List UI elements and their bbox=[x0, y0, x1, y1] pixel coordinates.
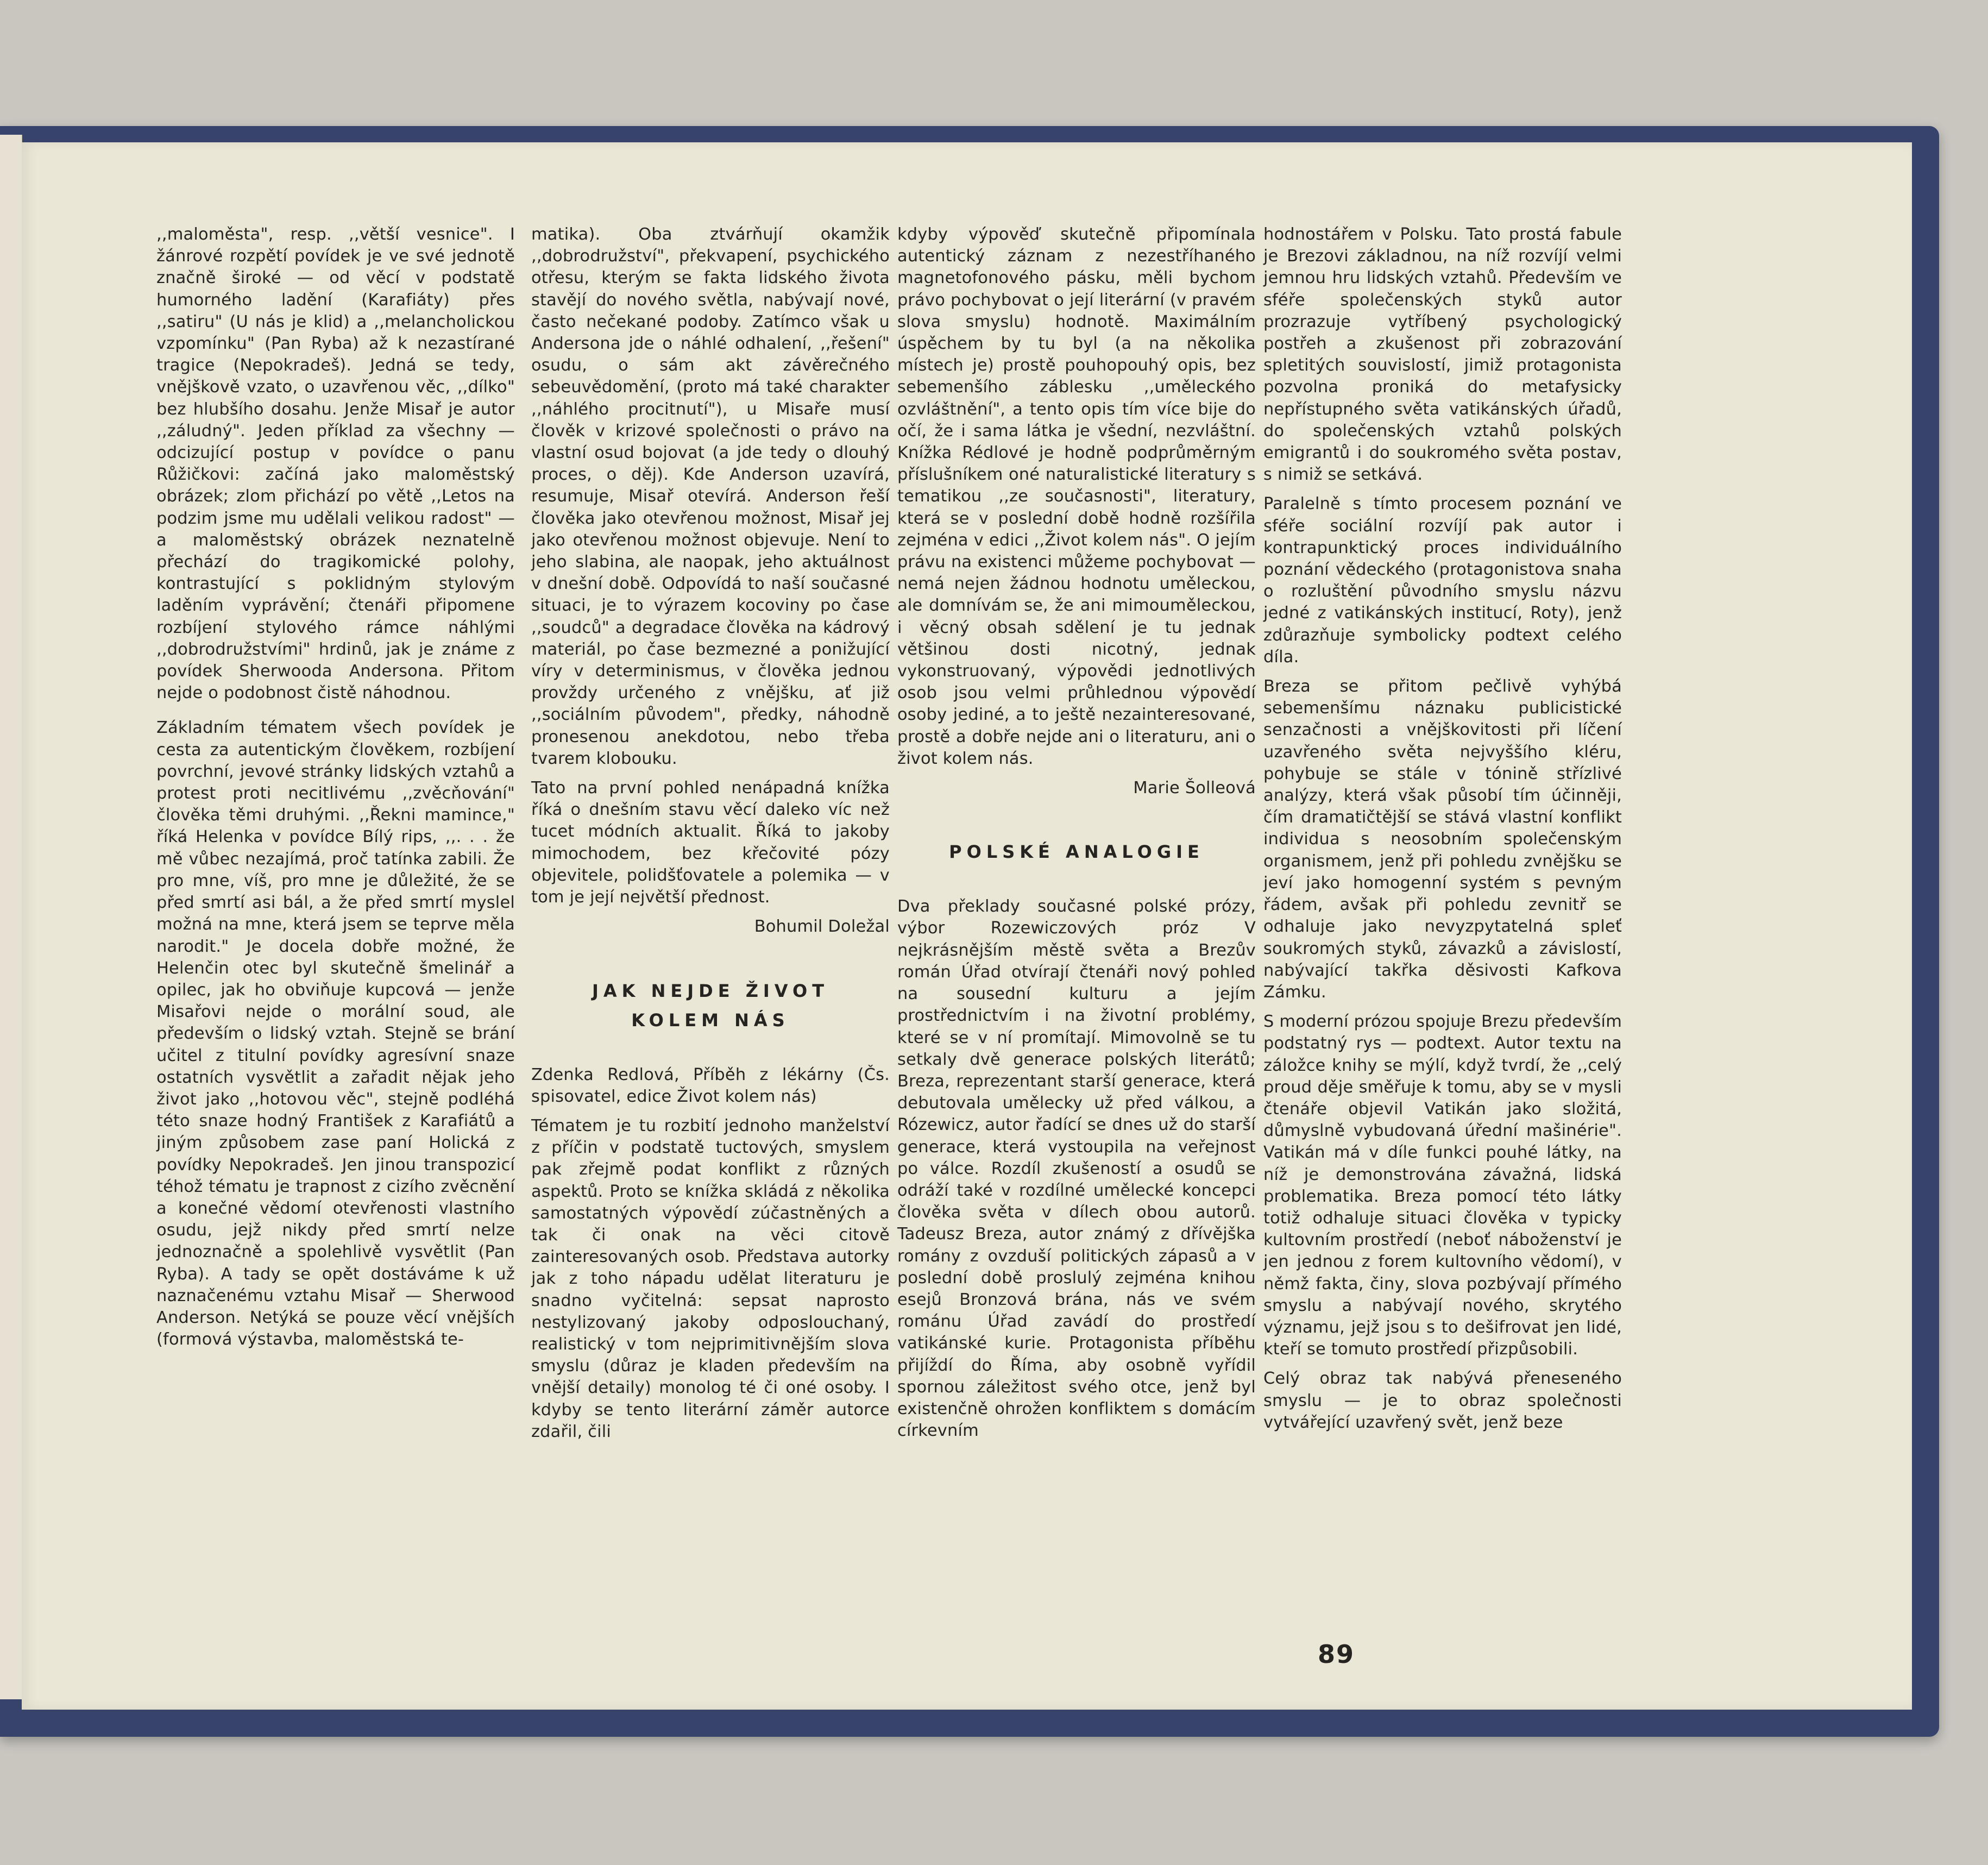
text-column-4 bbox=[1263, 224, 1622, 1441]
text-column-2 bbox=[531, 224, 890, 1450]
paragraph: Celý obraz tak nabývá přeneseného smyslu — je to obraz společnosti vytvářející uzavřený svět, jenž beze bbox=[1263, 1369, 1622, 1432]
paragraph: Paralelně s tímto procesem poznání ve sféře sociální rozvíjí pak autor i kontrapunktický proces individuálního poznání vědeckého (protagonistova snaha o rozluštění původního smyslu názvu jedné z vatikánských institucí, Roty), jenž zdůrazňuje symbolicky podtext celého díla. bbox=[1263, 494, 1622, 667]
paragraph: Tématem je tu rozbití jednoho manželství z příčin v podstatě tuctových, smyslem pak zřejmě podat konflikt z různých aspektů. Proto se knížka skládá z několika samostatných výpovědí zúčastněných a tak či onak na věci citově zainteresovaných osob. Představa autorky jak z toho nápadu udělat literaturu je snadno vyčitelná: sepsat naprosto nestylizovaný jakoby odposlouchaný, realistický v tom nejprimitivnějším slova smyslu (důraz je kladen především na vnější detaily) monolog té či oné osoby. I kdyby se tento literární záměr autorce zdařil, čili bbox=[531, 1116, 890, 1441]
section-heading: POLSKÉ ANALOGIE bbox=[949, 842, 1204, 863]
section-heading: JAK NEJDE ŽIVOT KOLEM NÁS bbox=[592, 980, 829, 1031]
page-number: 89 bbox=[1318, 1640, 1355, 1669]
paragraph: ,,maloměsta", resp. ,,větší vesnice". I žánrové rozpětí povídek je ve své jednotě značně široké — od věcí v podstatě humorného ladění (Karafiáty) přes ,,satiru" (U nás je klid) a ,,melancholickou vzpomínku" (Pan Ryba) až k nezastírané tragice (Nepokradeš). Jedná se tedy, vnějškově vzato, o uzavřenou věc, ,,dílko" bez hlubšího dosahu. Jenže Misař je autor ,,záludný". Jeden příklad za všechny — odcizující postup v povídce o panu Růžičkovi: začíná jako maloměstský obrázek; zlom přichází po větě ,,Letos na podzim jsme mu udělali velikou radost" — a maloměstský obrázek neznatelně přechází do tragikomické polohy, kontrastující s poklidným stylovým laděním vyprávění; čtenáři připomene rozbíjení stylového rámce náhlými ,,dobrodružstvími" hrdinů, jak je známe z povídek Sherwooda Andersona. Přitom nejde o podobnost čistě náhodnou. bbox=[156, 225, 515, 703]
paragraph: Dva překlady současné polské prózy, výbor Rozewiczových próz V nejkrásnějším městě světa a Brezův román Úřad otvírají čtenáři nový pohled na sousední kulturu a jejím prostřednictvím i na životní problémy, které se v ní promítají. Mimovolně se tu setkaly dvě generace polských literátů; Breza, reprezentant starší generace, která debutovala umělecky už před válkou, a Rózewicz, autor řadící se dnes už do starší generace, která vystoupila na veřejnost po válce. Rozdíl zkušeností a osudů se odráží také v rozdílné umělecké koncepci člověka světa v dílech obou autorů. Tadeusz Breza, autor známý z dřívějška romány z ovzduší politických zápasů a v poslední době proslulý zejména knihou esejů Bronzová brána, nás ve svém románu Úřad zavádí do prostředí vatikánské kurie. Protagonista příběhu přijíždí do Říma, aby osobně vyřídil spornou záležitost svého otce, jenž byl existenčně ohrožen konfliktem s domácím církevním bbox=[897, 897, 1256, 1441]
paragraph: matika). Oba ztvárňují okamžik ,,dobrodružství", překvapení, psychického otřesu, kterým se fakta lidského života stavějí do nového světla, nabývají nové, často nečekané podoby. Zatímco však u Andersona jde o náhlé odhalení, ,,řešení" osudu, o sám akt závěrečného sebeuvědomění, (proto má také charakter ,,náhlého procitnutí"), u Misaře musí člověk v krizové společnosti o právo na vlastní osud bojovat (a jde tedy o dlouhý proces, o děj). Kde Anderson uzavírá, resumuje, Misař otevírá. Anderson řeší člověka jako otevřenou možnost, Misař jej jako otevřenou možnost objevuje. Není to jeho slabina, ale naopak, jeho aktuálnost v dnešní době. Odpovídá to naší současné situaci, je to výrazem kocoviny po čase ,,soudců" a degradace člověka na kádrový materiál, po čase bezmezné a ponižující víry v determinismus, v člověka jednou provždy určeného z vnějšku, ať již ,,sociálním původem", předky, náhodně pronesenou anekdotou, nebo třeba tvarem klobouku. bbox=[531, 225, 890, 768]
left-page-edge bbox=[0, 135, 22, 1699]
author-signature: Marie Šolleová bbox=[1133, 778, 1256, 798]
paragraph: S moderní prózou spojuje Brezu především podstatný rys — podtext. Autor textu na záložce knihy se mýlí, když tvrdí, že ,,celý proud děje směřuje k tomu, aby se v mysli čtenáře objevil Vatikán jako složitá, důmyslně vybudovaná úřední mašinérie". Vatikán má v díle funkci pouhé látky, na níž je demonstrována závažná, lidská problematika. Breza pomocí této látky totiž odhaluje situaci člověka v typicky kultovním prostředí (neboť náboženství je jen jednou z forem kultovního vědomí), v němž fakta, činy, slova pozbývají přímého smyslu a nabývají nového, skrytého významu, jejž jsou s to dešifrovat jen lidé, kteří se tomuto prostředí přizpůsobili. bbox=[1263, 1012, 1622, 1359]
paragraph: kdyby výpověď skutečně připomínala autentický záznam z nezestříhaného magnetofonového pásku, měli bychom právo pochybovat o její literární (v pravém slova smyslu) hodnotě. Maximálním úspěchem by tu byl (a na několika místech je) prostě pouhopouhý opis, bez sebemenšího záblesku ,,uměleckého ozvláštnění", a tento opis tím více bije do očí, že i sama látka je všední, nezvláštní. Knížka Rédlové je hodně podprůměrným příslušníkem oné naturalistické literatury s tematikou ,,ze současnosti", literatury, která se v poslední době hodně rozšířila zejména v edici ,,Život kolem nás". O jejím právu na existenci můžeme pochybovat — nemá nejen žádnou hodnotu uměleckou, ale domnívám se, že ani mimouměleckou, i věcný obsah sdělení je tu jednak většinou dosti nicotný, jednak vykonstruovaný, výpovědi jednotlivých osob jsou velmi průhlednou výpovědí osoby jediné, a to ještě nezainteresované, prostě a dobře nejde ani o literaturu, ani o život kolem nás. bbox=[897, 225, 1256, 768]
paragraph: Tato na první pohled nenápadná knížka říká o dnešním stavu věcí daleko víc než tucet módních aktualit. Říká to jakoby mimochodem, bez křečovité pózy objevitele, polidšťovatele a polemika — v tom je její největší přednost. bbox=[531, 778, 890, 907]
paragraph: Breza se přitom pečlivě vyhýbá sebemenšímu náznaku publicistické senzačnosti a vnějškovitosti při líčení uzavřeného světa nejvyššího kléru, pohybuje se stále v tónině střízlivé analýzy, která však působí tím účinněji, čím dramatičtější se stává vlastní konflikt individua s neosobním společenským organismem, jenž při pohledu zvnějšku se jeví jako homogenní systém s pevným řádem, avšak při pohledu zevnitř se odhaluje jako nevyzpytatelná spleť soukromých styků, závazků a závislostí, nabývající takřka děsivosti Kafkova Zámku. bbox=[1263, 677, 1622, 1002]
text-column-3 bbox=[897, 224, 1256, 1449]
paragraph: Základním tématem všech povídek je cesta za autentickým člověkem, rozbíjení povrchní, jevové stránky lidských vztahů a protest proti necitlivému ,,zvěcňování" člověka těmi druhými. ,,Řekni mamince," říká Helenka v povídce Bílý rips, ,,. . . že mě vůbec nezajímá, proč tatínka zabili. Že pro mne, víš, pro mne je důležité, že se před smrtí asi bál, a že před smrtí myslel možná na mne, která jsem se teprve měla narodit." Je docela dobře možné, že Helenčin otec byl skutečně šmelinář a opilec, jak ho obviňuje kupcová — jenže Misařovi nejde o morální soud, ale především o lidský vztah. Stejně se brání učitel z titulní povídky agresívní snaze ostatních vysvětlit a zařadit nějak jeho život jako ,,hotovou věc", stejně podléhá této snaze hodný František z Karafiátů a jiným způsobem zase paní Holická z povídky Nepokradeš. Jen jinou transpozicí téhož tématu je trapnost z cizího zvěcnění a konečné vědomí otevřenosti vlastního osudu, jejž nikdy před smrtí nelze jednoznačně a spolehlivě vysvětlit (Pan Ryba). A tady se opět dostáváme k už naznačenému vztahu Misař — Sherwood Anderson. Netýká se pouze věcí vnějších (formová výstavba, maloměstská te- bbox=[156, 718, 515, 1349]
book-citation: Zdenka Redlová, Příběh z lékárny (Čs. spisovatel, edice Život kolem nás) bbox=[531, 1065, 890, 1106]
author-signature: Bohumil Doležal bbox=[754, 917, 890, 937]
paragraph: hodnostářem v Polsku. Tato prostá fabule je Brezovi základnou, na níž rozvíjí velmi jemnou hru lidských vztahů. Především ve sféře společenských styků autor prozrazuje vytříbený psychologický postřeh a zkušenost při zobrazování spletitých souvislostí, jimiž protagonista pozvolna proniká do metafysicky nepřístupného světa vatikánských úřadů, do společenských vztahů polských emigrantů i do soukromého světa postav, s nimiž se setkává. bbox=[1263, 225, 1622, 485]
magazine-page bbox=[22, 142, 1912, 1710]
text-column-1 bbox=[156, 224, 515, 1358]
